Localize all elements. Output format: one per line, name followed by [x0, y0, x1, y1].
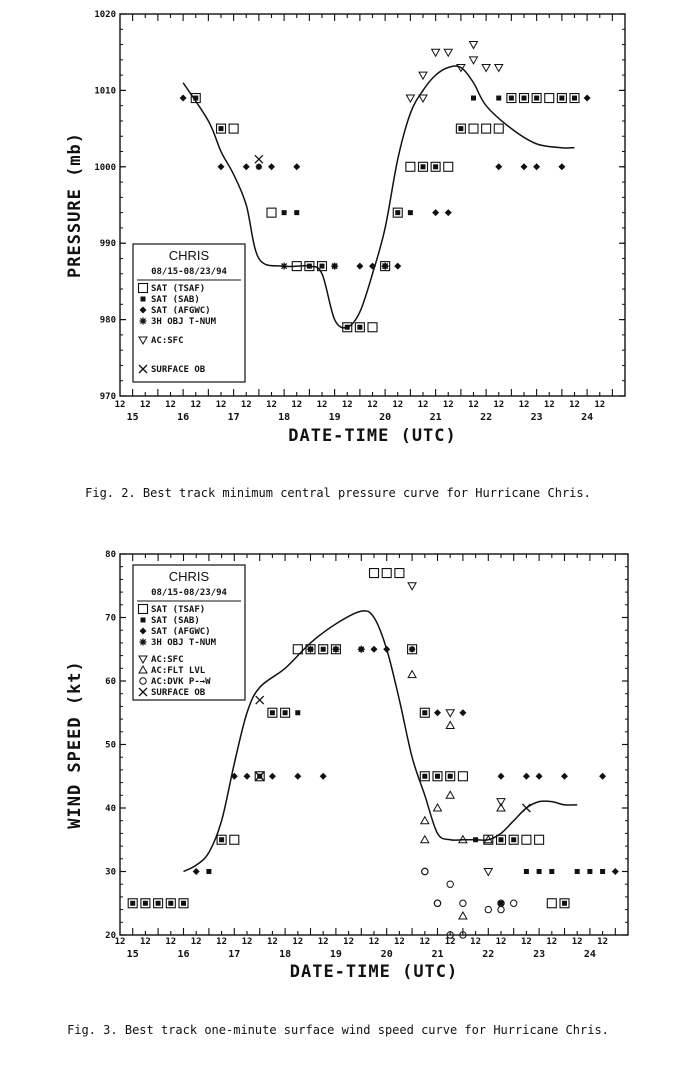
x-hour-label: 12: [546, 937, 558, 947]
x-hour-label: 12: [139, 400, 151, 410]
x-hour-label: 12: [493, 400, 505, 410]
x-hour-label: 12: [368, 937, 380, 947]
y-tick-label: 80: [105, 550, 116, 560]
x-hour-label: 12: [292, 937, 304, 947]
sat-afgwc-point: [193, 868, 200, 875]
sat-sab-point: [511, 837, 516, 842]
y-axis-title: PRESSURE (mb): [65, 131, 85, 279]
sat-sab-point: [559, 96, 564, 101]
sat-sab-point: [321, 647, 326, 652]
y-tick-label: 50: [105, 740, 116, 751]
ac-sfc-point: [406, 95, 414, 102]
sat-sab-point: [130, 901, 135, 906]
series-sat-afgwc: [193, 646, 619, 875]
sat-tsaf-point: [469, 124, 478, 133]
sat-sab-point: [499, 837, 504, 842]
y-axis-title: WIND SPEED (kt): [65, 660, 85, 829]
y-tick-label: 1000: [94, 162, 116, 173]
x-hour-label: 12: [393, 937, 405, 947]
obj-tnum-point: [332, 646, 339, 653]
sat-tsaf-point: [535, 835, 544, 844]
sat-sab-point: [357, 325, 362, 330]
sat-sab-point: [219, 126, 224, 131]
sat-tsaf-point: [406, 162, 415, 171]
legend: [133, 244, 245, 382]
x-day-label: 16: [177, 949, 190, 960]
ac-sfc-point: [444, 49, 452, 56]
fig3-caption: Fig. 3. Best track one-minute surface wind speed curve for Hurricane Chris.: [67, 1023, 609, 1037]
x-hour-label: 12: [571, 937, 583, 947]
sat-sab-point: [499, 901, 504, 906]
x-hour-label: 12: [343, 937, 355, 947]
x-hour-label: 12: [190, 400, 202, 410]
sat-tsaf-point: [444, 162, 453, 171]
x-hour-label: 12: [392, 400, 404, 410]
chart-2: [65, 550, 628, 982]
ac-dvk-point: [460, 900, 466, 906]
sat-sab-point: [295, 710, 300, 715]
sat-sab-point: [168, 901, 173, 906]
sat-sab-point: [509, 96, 514, 101]
legend-marker-sat-sab: [141, 618, 146, 623]
x-hour-label: 12: [215, 400, 227, 410]
y-tick-label: 1020: [94, 10, 116, 20]
y-tick-label: 30: [105, 867, 116, 878]
x-day-label: 24: [581, 412, 594, 423]
sat-sab-point: [294, 210, 299, 215]
sat-afgwc-point: [599, 773, 606, 780]
ac-dvk-point: [511, 900, 517, 906]
sat-afgwc-point: [394, 263, 401, 270]
legend-entry: SAT (SAB): [151, 295, 200, 305]
sat-tsaf-point: [547, 899, 556, 908]
sat-sab-point: [143, 901, 148, 906]
ac-flt-point: [446, 721, 454, 728]
sat-tsaf-point: [458, 772, 467, 781]
sat-sab-point: [421, 164, 426, 169]
sat-sab-point: [537, 869, 542, 874]
sat-sab-point: [408, 210, 413, 215]
x-hour-label: 12: [569, 400, 580, 410]
sat-sab-point: [270, 710, 275, 715]
x-hour-label: 12: [266, 937, 278, 947]
x-hour-label: 12: [470, 937, 482, 947]
series-sat-tsaf: [191, 94, 579, 332]
sat-afgwc-point: [244, 773, 251, 780]
sat-afgwc-point: [561, 773, 568, 780]
legend-entry: SURFACE OB: [151, 365, 206, 375]
sat-afgwc-point: [536, 773, 543, 780]
x-hour-label: 12: [165, 937, 177, 947]
sat-afgwc-point: [459, 709, 466, 716]
legend-entry: AC:SFC: [151, 655, 184, 665]
y-tick-label: 1010: [94, 86, 116, 97]
sat-afgwc-point: [434, 709, 441, 716]
legend-entry: SURFACE OB: [151, 688, 206, 698]
x-hour-label: 12: [518, 400, 530, 410]
sat-afgwc-point: [293, 163, 300, 170]
series-sat-afgwc: [180, 95, 591, 270]
series-obj-tnum: [307, 646, 365, 653]
sat-sab-point: [471, 96, 476, 101]
sat-sab-point: [600, 869, 605, 874]
sat-sab-point: [395, 210, 400, 215]
sat-sab-point: [524, 869, 529, 874]
x-hour-label: 12: [444, 937, 456, 947]
sat-sab-point: [572, 96, 577, 101]
x-day-label: 22: [482, 949, 495, 960]
ac-sfc-point: [419, 72, 427, 79]
sat-sab-point: [448, 774, 453, 779]
ac-sfc-point: [470, 42, 478, 49]
sat-sab-point: [433, 164, 438, 169]
sat-tsaf-point: [494, 124, 503, 133]
obj-tnum-point: [281, 263, 288, 270]
sat-sab-point: [562, 901, 567, 906]
x-axis-title: DATE-TIME (UTC): [288, 426, 457, 446]
legend-storm-name: CHRIS: [168, 569, 210, 584]
sat-tsaf-point: [522, 835, 531, 844]
sat-afgwc-point: [269, 773, 276, 780]
legend-entry: AC:FLT LVL: [151, 666, 206, 676]
x-day-label: 17: [227, 412, 240, 423]
x-hour-label: 12: [367, 400, 378, 410]
sat-afgwc-point: [218, 163, 225, 170]
sat-afgwc-point: [612, 868, 619, 875]
sat-afgwc-point: [523, 773, 530, 780]
sat-sab-point: [522, 96, 527, 101]
sat-sab-point: [219, 837, 224, 842]
ac-sfc-point: [482, 64, 490, 71]
ac-flt-point: [446, 791, 454, 798]
ac-dvk-point: [447, 881, 453, 887]
ac-sfc-point: [432, 49, 440, 56]
sat-afgwc-point: [521, 163, 528, 170]
sat-tsaf-point: [382, 569, 391, 578]
x-day-label: 22: [480, 412, 493, 423]
legend-entry: 3H OBJ T-NUM: [151, 317, 217, 327]
sat-sab-point: [587, 869, 592, 874]
x-day-label: 20: [379, 412, 392, 423]
sat-sab-point: [282, 210, 287, 215]
x-hour-label: 12: [442, 400, 454, 410]
series-surface-ob: [255, 155, 263, 163]
x-hour-label: 12: [520, 937, 532, 947]
sat-sab-point: [283, 710, 288, 715]
sat-afgwc-point: [294, 773, 301, 780]
x-day-label: 20: [380, 949, 393, 960]
x-hour-label: 12: [266, 400, 277, 410]
x-hour-label: 12: [165, 400, 176, 410]
sat-afgwc-point: [371, 646, 378, 653]
x-hour-label: 12: [317, 937, 329, 947]
legend-marker-obj-tnum: [140, 318, 147, 325]
ac-dvk-point: [485, 906, 491, 912]
y-tick-label: 980: [99, 315, 116, 326]
sat-sab-point: [549, 869, 554, 874]
sat-sab-point: [575, 869, 580, 874]
ac-sfc-point: [484, 869, 492, 876]
sat-sab-point: [458, 126, 463, 131]
legend-marker-obj-tnum: [140, 639, 147, 646]
sat-afgwc-point: [432, 209, 439, 216]
legend-entry: SAT (AFGWC): [151, 306, 211, 316]
sat-tsaf-point: [395, 569, 404, 578]
surface-ob-point: [256, 772, 264, 780]
x-hour-label: 12: [216, 937, 228, 947]
legend-entry: AC:SFC: [151, 336, 184, 346]
x-day-label: 18: [278, 412, 291, 423]
x-day-label: 23: [533, 949, 546, 960]
ac-sfc-point: [408, 583, 416, 590]
x-hour-label: 12: [341, 400, 353, 410]
y-tick-label: 70: [105, 613, 116, 624]
obj-tnum-point: [382, 263, 389, 270]
x-day-label: 17: [228, 949, 241, 960]
obj-tnum-point: [358, 646, 365, 653]
ac-flt-point: [421, 817, 429, 824]
legend-storm-name: CHRIS: [168, 248, 210, 263]
x-day-label: 21: [429, 412, 442, 423]
obj-tnum-point: [331, 263, 338, 270]
sat-afgwc-point: [498, 773, 505, 780]
y-tick-label: 60: [105, 677, 116, 687]
legend-entry: SAT (TSAF): [151, 284, 206, 294]
x-hour-label: 12: [417, 400, 429, 410]
sat-sab-point: [534, 96, 539, 101]
x-hour-label: 12: [240, 400, 252, 410]
x-hour-label: 12: [594, 400, 606, 410]
sat-afgwc-point: [495, 163, 502, 170]
legend: [133, 565, 245, 700]
legend-dates: 08/15-08/23/94: [151, 588, 227, 598]
ac-dvk-point: [498, 906, 504, 912]
sat-afgwc-point: [533, 163, 540, 170]
x-day-label: 15: [126, 949, 139, 960]
legend-marker-sat-sab: [141, 297, 146, 302]
ac-dvk-point: [422, 868, 428, 874]
sat-tsaf-point: [368, 323, 377, 332]
ac-sfc-point: [419, 95, 427, 102]
x-hour-label: 12: [543, 400, 555, 410]
y-tick-label: 990: [99, 239, 116, 250]
x-day-label: 23: [530, 412, 543, 423]
y-tick-label: 20: [105, 931, 116, 941]
ac-sfc-point: [495, 64, 503, 71]
sat-afgwc-point: [320, 773, 327, 780]
sat-sab-point: [473, 837, 478, 842]
ac-flt-point: [421, 836, 429, 843]
sat-sab-point: [345, 325, 350, 330]
x-day-label: 19: [328, 412, 341, 423]
sat-sab-point: [193, 96, 198, 101]
sat-tsaf-point: [230, 835, 239, 844]
x-axis-title: DATE-TIME (UTC): [289, 962, 459, 982]
surface-ob-point: [255, 155, 263, 163]
x-hour-label: 12: [241, 937, 253, 947]
sat-tsaf-point: [370, 569, 379, 578]
sat-sab-point: [206, 869, 211, 874]
sat-afgwc-point: [180, 95, 187, 102]
ac-sfc-point: [446, 710, 454, 717]
x-day-label: 16: [177, 412, 190, 423]
sat-afgwc-point: [356, 263, 363, 270]
sat-sab-point: [156, 901, 161, 906]
x-hour-label: 12: [419, 937, 431, 947]
surface-ob-point: [256, 696, 264, 704]
legend-entry: SAT (AFGWC): [151, 627, 211, 637]
ac-sfc-point: [470, 57, 478, 64]
legend-dates: 08/15-08/23/94: [151, 267, 227, 277]
x-day-label: 21: [431, 949, 444, 960]
chart-1: [65, 10, 625, 446]
sat-afgwc-point: [445, 209, 452, 216]
sat-sab-point: [422, 710, 427, 715]
sat-afgwc-point: [558, 163, 565, 170]
x-day-label: 19: [329, 949, 342, 960]
x-hour-label: 12: [139, 937, 151, 947]
x-day-label: 15: [126, 412, 139, 423]
y-tick-label: 40: [105, 804, 116, 814]
x-hour-label: 12: [291, 400, 303, 410]
legend-entry: 3H OBJ T-NUM: [151, 638, 217, 648]
ac-dvk-point: [434, 900, 440, 906]
sat-afgwc-point: [584, 95, 591, 102]
ac-flt-point: [459, 912, 467, 919]
sat-tsaf-point: [545, 94, 554, 103]
sat-sab-point: [320, 264, 325, 269]
series-ac-sfc: [408, 583, 505, 876]
x-hour-label: 12: [597, 937, 609, 947]
sat-sab-point: [307, 264, 312, 269]
legend-entry: SAT (SAB): [151, 616, 200, 626]
sat-afgwc-point: [383, 646, 390, 653]
sat-tsaf-point: [482, 124, 491, 133]
fig2-caption: Fig. 2. Best track minimum central pressure curve for Hurricane Chris.: [85, 486, 591, 500]
sat-afgwc-point: [268, 163, 275, 170]
obj-tnum-point: [307, 646, 314, 653]
x-hour-label: 12: [468, 400, 479, 410]
surface-ob-point: [522, 804, 530, 812]
x-day-label: 24: [583, 949, 596, 960]
legend-entry: SAT (TSAF): [151, 605, 206, 615]
ac-flt-point: [408, 671, 416, 678]
x-hour-label: 12: [114, 400, 126, 410]
sat-sab-point: [422, 774, 427, 779]
y-tick-label: 970: [99, 392, 116, 402]
sat-tsaf-point: [229, 124, 238, 133]
sat-sab-point: [181, 901, 186, 906]
sat-sab-point: [435, 774, 440, 779]
sat-afgwc-point: [243, 163, 250, 170]
legend-entry: AC:DVK P-→W: [151, 677, 211, 687]
x-hour-label: 12: [495, 937, 507, 947]
series-sat-sab: [193, 96, 577, 330]
ac-flt-point: [434, 804, 442, 811]
x-hour-label: 12: [190, 937, 202, 947]
x-hour-label: 12: [114, 937, 126, 947]
x-hour-label: 12: [316, 400, 328, 410]
x-day-label: 18: [279, 949, 292, 960]
sat-tsaf-point: [267, 208, 276, 217]
sat-sab-point: [496, 96, 501, 101]
